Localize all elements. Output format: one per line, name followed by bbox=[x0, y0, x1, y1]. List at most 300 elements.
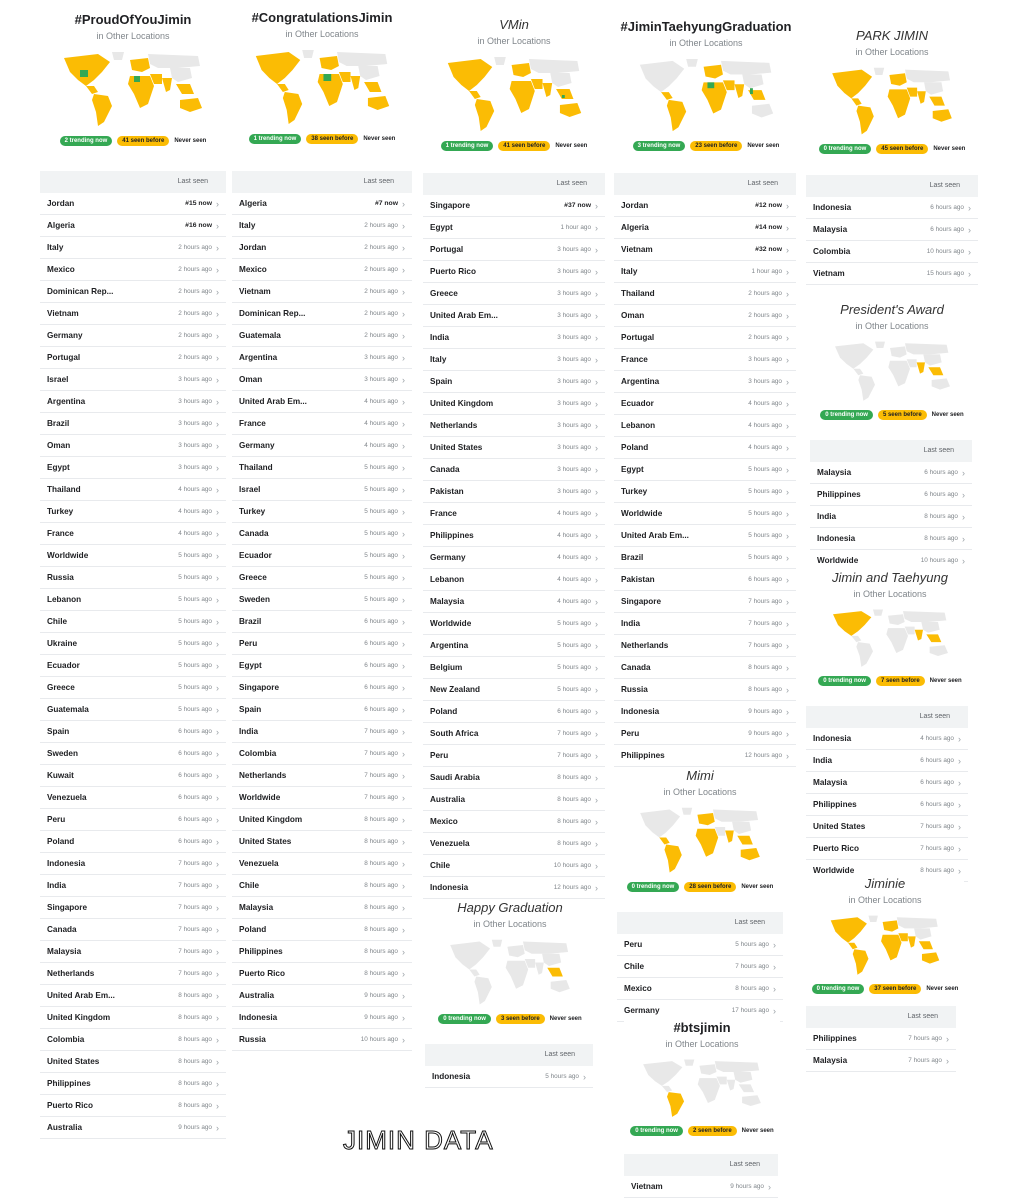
map-region-afr bbox=[506, 961, 529, 989]
table-row[interactable] bbox=[40, 809, 226, 831]
table-row[interactable] bbox=[40, 831, 226, 853]
seen-badge: 7 seen before bbox=[876, 676, 925, 686]
table-row[interactable] bbox=[614, 679, 796, 701]
table-row[interactable] bbox=[40, 919, 226, 941]
row-location: Netherlands bbox=[430, 421, 478, 430]
table-row[interactable] bbox=[423, 635, 605, 657]
trending-badge: 1 trending now bbox=[249, 134, 302, 144]
row-last-seen: 6 hours ago bbox=[920, 757, 954, 764]
row-location: Brazil bbox=[47, 419, 70, 428]
table-row[interactable] bbox=[40, 611, 226, 633]
table-row[interactable] bbox=[232, 699, 412, 721]
table-row[interactable] bbox=[232, 655, 412, 677]
table-row[interactable] bbox=[232, 941, 412, 963]
table-row[interactable] bbox=[40, 1095, 226, 1117]
row-location: Germany bbox=[47, 331, 83, 340]
card-title: #JiminTaehyungGraduation bbox=[620, 19, 792, 34]
table-header-last-seen: Last seen bbox=[40, 171, 226, 193]
table-row[interactable] bbox=[423, 569, 605, 591]
table-row[interactable] bbox=[614, 547, 796, 569]
row-last-seen: 6 hours ago bbox=[557, 708, 591, 715]
table-row[interactable] bbox=[232, 721, 412, 743]
map-region-sea bbox=[737, 836, 753, 845]
table-row[interactable] bbox=[806, 197, 978, 219]
table-row[interactable] bbox=[614, 261, 796, 283]
map-region-cam bbox=[662, 1086, 672, 1092]
table-row[interactable] bbox=[232, 237, 412, 259]
row-last-seen: 7 hours ago bbox=[908, 1035, 942, 1042]
table-row[interactable] bbox=[232, 677, 412, 699]
map-trending-region bbox=[707, 82, 714, 88]
row-last-seen: #16 now bbox=[185, 222, 212, 229]
map-region-sam bbox=[474, 977, 491, 1005]
table-row[interactable] bbox=[423, 767, 605, 789]
table-row[interactable] bbox=[40, 853, 226, 875]
table-row[interactable] bbox=[232, 567, 412, 589]
row-last-seen: 5 hours ago bbox=[178, 552, 212, 559]
table-row[interactable] bbox=[806, 1028, 956, 1050]
table-row[interactable] bbox=[232, 369, 412, 391]
row-location: India bbox=[239, 727, 259, 736]
table-row[interactable] bbox=[614, 195, 796, 217]
table-row[interactable] bbox=[423, 349, 605, 371]
row-last-seen: 2 hours ago bbox=[364, 222, 398, 229]
table-row[interactable] bbox=[232, 809, 412, 831]
table-row[interactable] bbox=[614, 239, 796, 261]
chevron-right-icon: › bbox=[402, 308, 405, 319]
row-last-seen: 3 hours ago bbox=[557, 488, 591, 495]
row-location: United States bbox=[430, 443, 483, 452]
map-region-russia bbox=[905, 70, 950, 83]
table-row[interactable] bbox=[614, 393, 796, 415]
table-row[interactable] bbox=[614, 283, 796, 305]
table-row[interactable] bbox=[40, 633, 226, 655]
row-location: Portugal bbox=[47, 353, 81, 362]
table-row[interactable] bbox=[617, 1000, 783, 1022]
table-row[interactable] bbox=[232, 765, 412, 787]
table-row[interactable] bbox=[40, 1051, 226, 1073]
table-row[interactable] bbox=[232, 303, 412, 325]
row-last-seen: 8 hours ago bbox=[364, 838, 398, 845]
row-last-seen: 7 hours ago bbox=[920, 823, 954, 830]
chevron-right-icon: › bbox=[786, 354, 789, 365]
table-row[interactable] bbox=[423, 371, 605, 393]
map-region-eur bbox=[507, 945, 524, 957]
table-row[interactable] bbox=[614, 415, 796, 437]
row-last-seen: 7 hours ago bbox=[748, 642, 782, 649]
chevron-right-icon: › bbox=[402, 616, 405, 627]
table-row[interactable] bbox=[232, 831, 412, 853]
table-row[interactable] bbox=[232, 919, 412, 941]
chevron-right-icon: › bbox=[216, 968, 219, 979]
row-last-seen: 9 hours ago bbox=[364, 992, 398, 999]
row-location: Guatemala bbox=[47, 705, 89, 714]
row-last-seen: 5 hours ago bbox=[178, 574, 212, 581]
chevron-right-icon: › bbox=[402, 968, 405, 979]
table-row[interactable] bbox=[40, 1117, 226, 1139]
table-row[interactable] bbox=[423, 525, 605, 547]
table-row[interactable] bbox=[614, 327, 796, 349]
map-trending-region bbox=[80, 70, 88, 77]
table-row[interactable] bbox=[423, 283, 605, 305]
table-row[interactable] bbox=[232, 1007, 412, 1029]
table-row[interactable] bbox=[232, 325, 412, 347]
table-row[interactable] bbox=[232, 457, 412, 479]
table-row[interactable] bbox=[40, 325, 226, 347]
table-row[interactable] bbox=[423, 855, 605, 877]
table-header-last-seen: Last seen bbox=[806, 175, 978, 197]
table-row[interactable] bbox=[614, 349, 796, 371]
table-row[interactable] bbox=[232, 743, 412, 765]
chevron-right-icon: › bbox=[595, 200, 598, 211]
row-location: France bbox=[239, 419, 266, 428]
table-row[interactable] bbox=[617, 956, 783, 978]
table-row[interactable] bbox=[810, 528, 972, 550]
table-row[interactable] bbox=[423, 723, 605, 745]
table-row[interactable] bbox=[40, 655, 226, 677]
table-row[interactable] bbox=[614, 745, 796, 767]
row-location: Algeria bbox=[621, 223, 649, 232]
row-last-seen: 6 hours ago bbox=[178, 838, 212, 845]
row-location: Thailand bbox=[239, 463, 273, 472]
chevron-right-icon: › bbox=[402, 858, 405, 869]
row-location: India bbox=[47, 881, 67, 890]
table-row[interactable] bbox=[40, 699, 226, 721]
chevron-right-icon: › bbox=[786, 288, 789, 299]
table-row[interactable] bbox=[614, 371, 796, 393]
table-row[interactable] bbox=[40, 985, 226, 1007]
table-row[interactable] bbox=[423, 701, 605, 723]
table-row[interactable] bbox=[40, 787, 226, 809]
table-row[interactable] bbox=[232, 193, 412, 215]
map-region-aus bbox=[922, 952, 939, 963]
table-row[interactable] bbox=[232, 875, 412, 897]
map-region-cam bbox=[661, 92, 673, 100]
chevron-right-icon: › bbox=[786, 684, 789, 695]
table-row[interactable] bbox=[232, 479, 412, 501]
map-region-aus bbox=[929, 645, 947, 656]
chevron-right-icon: › bbox=[402, 682, 405, 693]
row-location: Venezuela bbox=[430, 839, 470, 848]
table-row[interactable] bbox=[40, 303, 226, 325]
row-last-seen: 7 hours ago bbox=[178, 970, 212, 977]
chevron-right-icon: › bbox=[216, 946, 219, 957]
chevron-right-icon: › bbox=[402, 198, 405, 209]
row-location: Oman bbox=[621, 311, 645, 320]
map-region-green bbox=[684, 1060, 694, 1066]
table-row[interactable] bbox=[614, 525, 796, 547]
row-last-seen: 7 hours ago bbox=[748, 598, 782, 605]
table-row[interactable] bbox=[614, 701, 796, 723]
table-row[interactable] bbox=[617, 934, 783, 956]
row-location: Belgium bbox=[430, 663, 463, 672]
table-row[interactable] bbox=[232, 215, 412, 237]
row-location: France bbox=[430, 509, 457, 518]
map-region-india bbox=[914, 630, 922, 641]
table-row[interactable] bbox=[614, 657, 796, 679]
map-region-cam bbox=[659, 838, 669, 845]
table-row[interactable] bbox=[810, 506, 972, 528]
table-row[interactable] bbox=[423, 789, 605, 811]
table-row[interactable] bbox=[614, 503, 796, 525]
table-row[interactable] bbox=[423, 877, 605, 899]
table-row[interactable] bbox=[40, 193, 226, 215]
row-last-seen: 8 hours ago bbox=[178, 1036, 212, 1043]
table-row[interactable] bbox=[232, 259, 412, 281]
row-location: Malaysia bbox=[813, 225, 848, 234]
table-row[interactable] bbox=[423, 613, 605, 635]
table-row[interactable] bbox=[617, 978, 783, 1000]
seen-badge: 38 seen before bbox=[306, 134, 358, 144]
table-row[interactable] bbox=[810, 550, 972, 572]
table-row[interactable] bbox=[40, 281, 226, 303]
chevron-right-icon: › bbox=[402, 572, 405, 583]
table-row[interactable] bbox=[40, 435, 226, 457]
table-row[interactable] bbox=[806, 816, 968, 838]
row-location: Malaysia bbox=[813, 778, 848, 787]
table-row[interactable] bbox=[423, 415, 605, 437]
row-last-seen: 5 hours ago bbox=[178, 596, 212, 603]
table-row[interactable] bbox=[40, 501, 226, 523]
table-row[interactable] bbox=[40, 941, 226, 963]
table-row[interactable] bbox=[614, 217, 796, 239]
table-row[interactable] bbox=[423, 833, 605, 855]
table-row[interactable] bbox=[40, 677, 226, 699]
table-row[interactable] bbox=[40, 765, 226, 787]
table-happygraduation bbox=[425, 1044, 593, 1088]
map-region-nam bbox=[833, 611, 871, 636]
card-jiminie bbox=[806, 876, 964, 994]
chevron-right-icon: › bbox=[786, 398, 789, 409]
table-row[interactable] bbox=[624, 1176, 778, 1198]
chevron-right-icon: › bbox=[786, 442, 789, 453]
chevron-right-icon: › bbox=[216, 286, 219, 297]
row-last-seen: 3 hours ago bbox=[557, 444, 591, 451]
row-last-seen: 2 hours ago bbox=[748, 312, 782, 319]
table-row[interactable] bbox=[40, 1029, 226, 1051]
row-location: Australia bbox=[239, 991, 275, 1000]
table-row[interactable] bbox=[232, 633, 412, 655]
row-location: Philippines bbox=[239, 947, 283, 956]
row-last-seen: 1 hour ago bbox=[560, 224, 591, 231]
chevron-right-icon: › bbox=[402, 528, 405, 539]
table-row[interactable] bbox=[423, 481, 605, 503]
row-location: United Arab Em... bbox=[621, 531, 689, 540]
table-row[interactable] bbox=[232, 545, 412, 567]
table-row[interactable] bbox=[806, 219, 978, 241]
table-row[interactable] bbox=[40, 347, 226, 369]
card-subtitle: in Other Locations bbox=[853, 589, 927, 599]
map-region-afr bbox=[886, 628, 908, 653]
map-region-china bbox=[732, 822, 751, 834]
card-jiminandtaehyung bbox=[806, 570, 974, 686]
table-row[interactable] bbox=[423, 745, 605, 767]
table-row[interactable] bbox=[40, 237, 226, 259]
row-last-seen: 4 hours ago bbox=[557, 510, 591, 517]
table-row[interactable] bbox=[232, 611, 412, 633]
row-last-seen: 7 hours ago bbox=[178, 926, 212, 933]
map-region-cam bbox=[848, 943, 857, 949]
table-row[interactable] bbox=[40, 875, 226, 897]
table-row[interactable] bbox=[40, 567, 226, 589]
table-row[interactable] bbox=[423, 591, 605, 613]
table-row[interactable] bbox=[40, 215, 226, 237]
chevron-right-icon: › bbox=[786, 486, 789, 497]
table-row[interactable] bbox=[806, 263, 978, 285]
table-row[interactable] bbox=[232, 501, 412, 523]
table-row[interactable] bbox=[810, 484, 972, 506]
row-last-seen: 5 hours ago bbox=[364, 574, 398, 581]
table-row[interactable] bbox=[40, 413, 226, 435]
table-row[interactable] bbox=[40, 259, 226, 281]
map-region-russia bbox=[905, 343, 948, 354]
world-map-svg bbox=[826, 914, 944, 978]
table-row[interactable] bbox=[614, 723, 796, 745]
map-region-russia bbox=[529, 59, 579, 73]
row-last-seen: 5 hours ago bbox=[364, 486, 398, 493]
table-row[interactable] bbox=[40, 1073, 226, 1095]
table-row[interactable] bbox=[614, 305, 796, 327]
table-row[interactable] bbox=[614, 459, 796, 481]
table-header-last-seen: Last seen bbox=[617, 912, 783, 934]
row-last-seen: 6 hours ago bbox=[924, 491, 958, 498]
table-row[interactable] bbox=[232, 523, 412, 545]
table-row[interactable] bbox=[232, 985, 412, 1007]
map-region-green bbox=[682, 808, 692, 815]
table-row[interactable] bbox=[423, 547, 605, 569]
table-row[interactable] bbox=[425, 1066, 593, 1088]
row-last-seen: #37 now bbox=[564, 202, 591, 209]
table-row[interactable] bbox=[232, 963, 412, 985]
table-row[interactable] bbox=[806, 838, 968, 860]
row-location: Israel bbox=[239, 485, 261, 494]
table-row[interactable] bbox=[40, 523, 226, 545]
table-row[interactable] bbox=[40, 391, 226, 413]
table-row[interactable] bbox=[232, 347, 412, 369]
trending-badge: 0 trending now bbox=[812, 984, 865, 994]
never-seen-label: Never seen bbox=[747, 143, 780, 149]
table-row[interactable] bbox=[810, 462, 972, 484]
table-row[interactable] bbox=[423, 437, 605, 459]
row-last-seen: 7 hours ago bbox=[735, 963, 769, 970]
table-row[interactable] bbox=[40, 479, 226, 501]
table-row[interactable] bbox=[40, 1007, 226, 1029]
legend bbox=[624, 1126, 780, 1136]
table-row[interactable] bbox=[806, 1050, 956, 1072]
table-row[interactable] bbox=[232, 391, 412, 413]
chevron-right-icon: › bbox=[595, 772, 598, 783]
table-row[interactable] bbox=[614, 613, 796, 635]
row-location: Canada bbox=[47, 925, 77, 934]
map-region-sam bbox=[856, 106, 873, 135]
row-location: United States bbox=[813, 822, 866, 831]
row-last-seen: 3 hours ago bbox=[557, 356, 591, 363]
table-row[interactable] bbox=[40, 743, 226, 765]
table-row[interactable] bbox=[423, 217, 605, 239]
table-row[interactable] bbox=[40, 589, 226, 611]
table-row[interactable] bbox=[232, 281, 412, 303]
table-row[interactable] bbox=[423, 305, 605, 327]
table-row[interactable] bbox=[232, 435, 412, 457]
table-row[interactable] bbox=[423, 811, 605, 833]
table-row[interactable] bbox=[232, 787, 412, 809]
world-map-svg bbox=[58, 50, 208, 130]
table-row[interactable] bbox=[423, 459, 605, 481]
row-last-seen: 7 hours ago bbox=[364, 728, 398, 735]
table-row[interactable] bbox=[806, 794, 968, 816]
table-row[interactable] bbox=[40, 369, 226, 391]
table-row[interactable] bbox=[40, 897, 226, 919]
table-row[interactable] bbox=[40, 963, 226, 985]
table-row[interactable] bbox=[614, 635, 796, 657]
table-row[interactable] bbox=[806, 750, 968, 772]
table-row[interactable] bbox=[423, 657, 605, 679]
row-last-seen: 8 hours ago bbox=[557, 840, 591, 847]
table-header-last-seen: Last seen bbox=[810, 440, 972, 462]
card-happygraduation bbox=[425, 900, 595, 1024]
row-location: United Kingdom bbox=[47, 1013, 111, 1022]
table-row[interactable] bbox=[614, 569, 796, 591]
row-location: Chile bbox=[624, 962, 645, 971]
table-row[interactable] bbox=[423, 327, 605, 349]
map-region-green bbox=[492, 940, 502, 947]
card-title: #btsjimin bbox=[673, 1020, 731, 1035]
row-last-seen: 8 hours ago bbox=[178, 1102, 212, 1109]
chevron-right-icon: › bbox=[216, 924, 219, 935]
table-row[interactable] bbox=[806, 772, 968, 794]
row-location: Worldwide bbox=[813, 866, 855, 875]
table-row[interactable] bbox=[423, 239, 605, 261]
table-row[interactable] bbox=[232, 413, 412, 435]
map-region-afr bbox=[509, 81, 534, 113]
table-row[interactable] bbox=[232, 589, 412, 611]
table-row[interactable] bbox=[40, 457, 226, 479]
never-seen-label: Never seen bbox=[929, 678, 962, 684]
chevron-right-icon: › bbox=[402, 242, 405, 253]
table-row[interactable] bbox=[806, 728, 968, 750]
table-row[interactable] bbox=[232, 1029, 412, 1051]
map-region-aus bbox=[742, 1095, 761, 1106]
map-region-russia bbox=[148, 54, 200, 68]
table-row[interactable] bbox=[423, 393, 605, 415]
map-region-cam bbox=[853, 369, 863, 375]
map-region-cam bbox=[851, 98, 861, 105]
table-row[interactable] bbox=[423, 261, 605, 283]
table-row[interactable] bbox=[614, 481, 796, 503]
row-last-seen: 6 hours ago bbox=[364, 684, 398, 691]
chevron-right-icon: › bbox=[786, 706, 789, 717]
row-location: Ecuador bbox=[47, 661, 80, 670]
card-subtitle: in Other Locations bbox=[477, 36, 551, 46]
world-map bbox=[425, 938, 595, 1008]
table-row[interactable] bbox=[40, 721, 226, 743]
table-row[interactable] bbox=[232, 853, 412, 875]
table-row[interactable] bbox=[423, 503, 605, 525]
row-location: Ecuador bbox=[239, 551, 272, 560]
chevron-right-icon: › bbox=[216, 396, 219, 407]
row-last-seen: 4 hours ago bbox=[557, 598, 591, 605]
table-row[interactable] bbox=[423, 679, 605, 701]
table-row[interactable] bbox=[423, 195, 605, 217]
chevron-right-icon: › bbox=[402, 484, 405, 495]
table-row[interactable] bbox=[40, 545, 226, 567]
table-row[interactable] bbox=[232, 897, 412, 919]
table-row[interactable] bbox=[614, 437, 796, 459]
row-last-seen: 3 hours ago bbox=[178, 464, 212, 471]
chevron-right-icon: › bbox=[402, 748, 405, 759]
table-row[interactable] bbox=[614, 591, 796, 613]
table-row[interactable] bbox=[806, 241, 978, 263]
